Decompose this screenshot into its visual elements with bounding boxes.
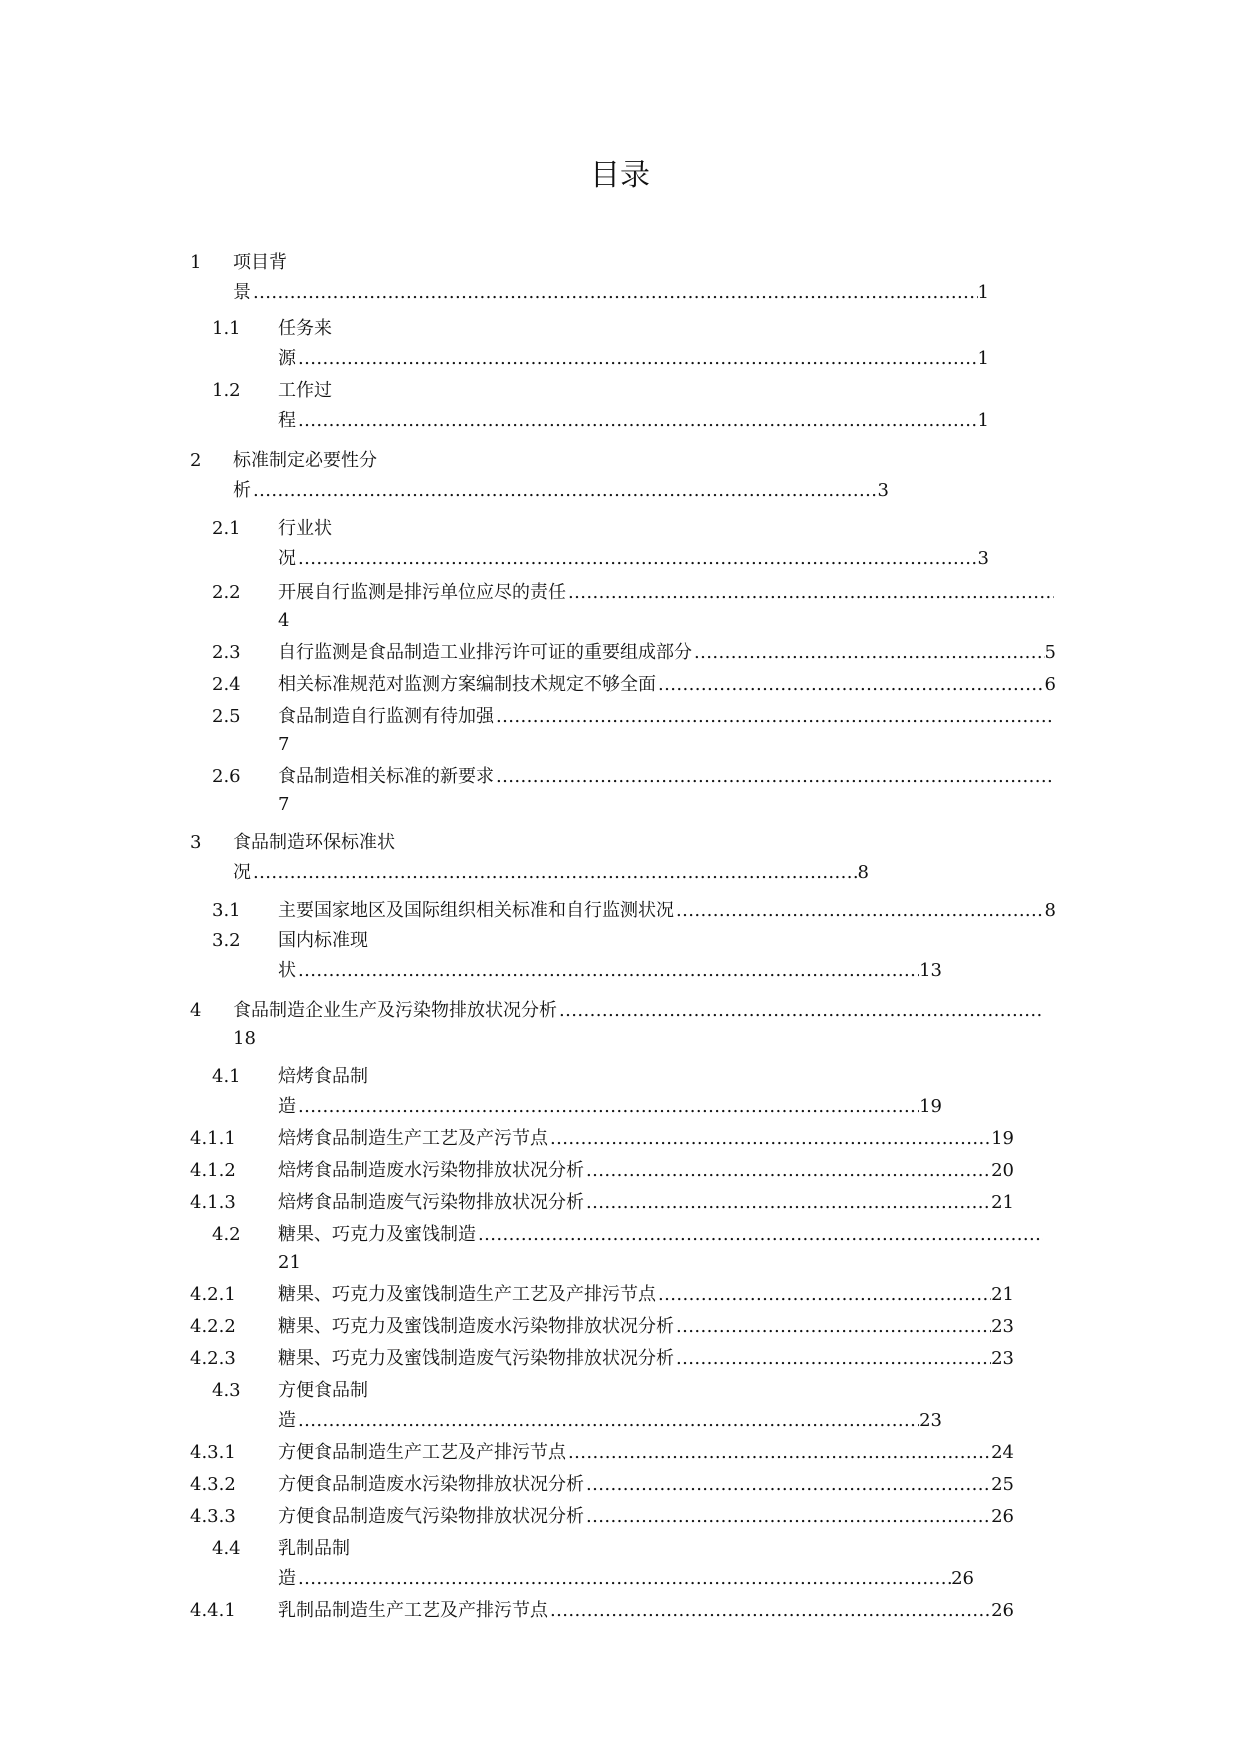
toc-page-number: 19	[919, 1096, 942, 1117]
toc-page-number: 3	[877, 480, 889, 501]
dot-leader	[566, 1442, 991, 1464]
toc-title: 主要国家地区及国际组织相关标准和自行监测状况	[278, 900, 674, 921]
toc-number: 2.2	[212, 582, 241, 603]
toc-title: 标准制定必要性分	[233, 450, 377, 471]
toc-page-number: 7	[278, 734, 290, 755]
toc-page-number: 8	[1044, 900, 1056, 921]
dot-leader	[296, 1096, 919, 1118]
toc-title-continuation: 况	[233, 862, 251, 883]
toc-number: 4.2.3	[190, 1348, 236, 1369]
toc-title: 工作过	[278, 380, 332, 401]
toc-title: 方便食品制造生产工艺及产排污节点	[278, 1442, 566, 1463]
toc-page-number: 4	[278, 610, 290, 631]
toc-page-number: 7	[278, 794, 290, 815]
page-title: 目录	[590, 158, 650, 193]
dot-leader	[674, 1316, 991, 1338]
toc-page-number: 23	[991, 1348, 1014, 1369]
toc-page-number: 21	[991, 1192, 1014, 1213]
toc-title-continuation: 状	[278, 960, 296, 981]
toc-page-number: 1	[977, 410, 989, 431]
toc-number: 4.2.2	[190, 1316, 236, 1337]
dot-leader	[494, 766, 1054, 788]
dot-leader	[296, 960, 919, 982]
toc-number: 4.3	[212, 1380, 241, 1401]
toc-number: 2.3	[212, 642, 241, 663]
dot-leader	[296, 410, 978, 432]
toc-number: 2.5	[212, 706, 241, 727]
toc-title-continuation: 源	[278, 348, 296, 369]
toc-page-number: 3	[977, 548, 989, 569]
toc-page-number: 23	[991, 1316, 1014, 1337]
toc-page-number: 8	[857, 862, 869, 883]
toc-number: 4	[190, 1000, 202, 1021]
toc-title: 食品制造相关标准的新要求	[278, 766, 494, 787]
toc-page-number: 23	[919, 1410, 942, 1431]
dot-leader	[296, 348, 978, 370]
dot-leader	[584, 1192, 991, 1214]
toc-number: 1.1	[212, 318, 241, 339]
toc-title-continuation: 景	[233, 282, 251, 303]
dot-leader	[584, 1160, 991, 1182]
toc-page-number: 24	[991, 1442, 1014, 1463]
toc-title: 焙烤食品制	[278, 1066, 368, 1087]
dot-leader	[584, 1506, 991, 1528]
dot-leader	[692, 642, 1045, 664]
toc-number: 4.1.1	[190, 1128, 236, 1149]
dot-leader	[251, 862, 858, 884]
toc-number: 4.2.1	[190, 1284, 236, 1305]
dot-leader	[296, 1410, 919, 1432]
toc-title: 食品制造环保标准状	[233, 832, 395, 853]
toc-page-number: 6	[1044, 674, 1056, 695]
toc-page-number: 26	[951, 1568, 974, 1589]
toc-page-number: 21	[278, 1252, 301, 1273]
dot-leader	[548, 1600, 991, 1622]
toc-title: 任务来	[278, 318, 332, 339]
toc-number: 2.6	[212, 766, 241, 787]
toc-number: 4.3.2	[190, 1474, 236, 1495]
toc-title: 相关标准规范对监测方案编制技术规定不够全面	[278, 674, 656, 695]
toc-title: 方便食品制造废气污染物排放状况分析	[278, 1506, 584, 1527]
toc-title-continuation: 造	[278, 1096, 296, 1117]
toc-title: 糖果、巧克力及蜜饯制造废水污染物排放状况分析	[278, 1316, 674, 1337]
toc-page-number: 18	[233, 1028, 256, 1049]
toc-title: 糖果、巧克力及蜜饯制造废气污染物排放状况分析	[278, 1348, 674, 1369]
toc-page-number: 26	[991, 1600, 1014, 1621]
toc-number: 4.2	[212, 1224, 241, 1245]
dot-leader	[584, 1474, 991, 1496]
toc-page-number: 21	[991, 1284, 1014, 1305]
toc-title: 乳制品制造生产工艺及产排污节点	[278, 1600, 548, 1621]
toc-title: 自行监测是食品制造工业排污许可证的重要组成部分	[278, 642, 692, 663]
toc-title: 焙烤食品制造废水污染物排放状况分析	[278, 1160, 584, 1181]
toc-page-number: 5	[1044, 642, 1056, 663]
toc-number: 4.4	[212, 1538, 241, 1559]
toc-title: 焙烤食品制造废气污染物排放状况分析	[278, 1192, 584, 1213]
toc-number: 4.1.2	[190, 1160, 236, 1181]
toc-number: 1.2	[212, 380, 241, 401]
toc-number: 4.3.1	[190, 1442, 236, 1463]
toc-title-continuation: 况	[278, 548, 296, 569]
toc-number: 4.1.3	[190, 1192, 236, 1213]
toc-number: 1	[190, 252, 202, 273]
toc-title-continuation: 造	[278, 1568, 296, 1589]
dot-leader	[674, 900, 1045, 922]
toc-title: 国内标准现	[278, 930, 368, 951]
toc-number: 2.4	[212, 674, 241, 695]
dot-leader	[557, 1000, 1043, 1022]
toc-page-number: 13	[919, 960, 942, 981]
toc-title: 糖果、巧克力及蜜饯制造	[278, 1224, 476, 1245]
toc-number: 3	[190, 832, 202, 853]
dot-leader	[548, 1128, 991, 1150]
toc-title: 行业状	[278, 518, 332, 539]
toc-title-continuation: 析	[233, 480, 251, 501]
toc-title-continuation: 程	[278, 410, 296, 431]
dot-leader	[296, 1568, 951, 1590]
toc-page-number: 1	[977, 348, 989, 369]
toc-title: 食品制造自行监测有待加强	[278, 706, 494, 727]
toc-title: 糖果、巧克力及蜜饯制造生产工艺及产排污节点	[278, 1284, 656, 1305]
dot-leader	[566, 582, 1054, 604]
toc-title: 开展自行监测是排污单位应尽的责任	[278, 582, 566, 603]
dot-leader	[494, 706, 1054, 728]
toc-number: 2	[190, 450, 202, 471]
toc-number: 4.3.3	[190, 1506, 236, 1527]
toc-title-continuation: 造	[278, 1410, 296, 1431]
toc-page-number: 26	[991, 1506, 1014, 1527]
toc-title: 焙烤食品制造生产工艺及产污节点	[278, 1128, 548, 1149]
dot-leader	[476, 1224, 1043, 1246]
toc-page-number: 1	[977, 282, 989, 303]
toc-page-number: 25	[991, 1474, 1014, 1495]
dot-leader	[656, 1284, 991, 1306]
dot-leader	[674, 1348, 991, 1370]
toc-title: 方便食品制	[278, 1380, 368, 1401]
dot-leader	[656, 674, 1045, 696]
toc-page-number: 20	[991, 1160, 1014, 1181]
dot-leader	[251, 480, 878, 502]
dot-leader	[251, 282, 978, 304]
toc-title: 项目背	[233, 252, 287, 273]
toc-title: 方便食品制造废水污染物排放状况分析	[278, 1474, 584, 1495]
toc-number: 4.4.1	[190, 1600, 236, 1621]
toc-title: 乳制品制	[278, 1538, 350, 1559]
toc-number: 4.1	[212, 1066, 241, 1087]
toc-page-number: 19	[991, 1128, 1014, 1149]
toc-title: 食品制造企业生产及污染物排放状况分析	[233, 1000, 557, 1021]
dot-leader	[296, 548, 978, 570]
toc-number: 3.2	[212, 930, 241, 951]
toc-number: 2.1	[212, 518, 241, 539]
toc-number: 3.1	[212, 900, 241, 921]
